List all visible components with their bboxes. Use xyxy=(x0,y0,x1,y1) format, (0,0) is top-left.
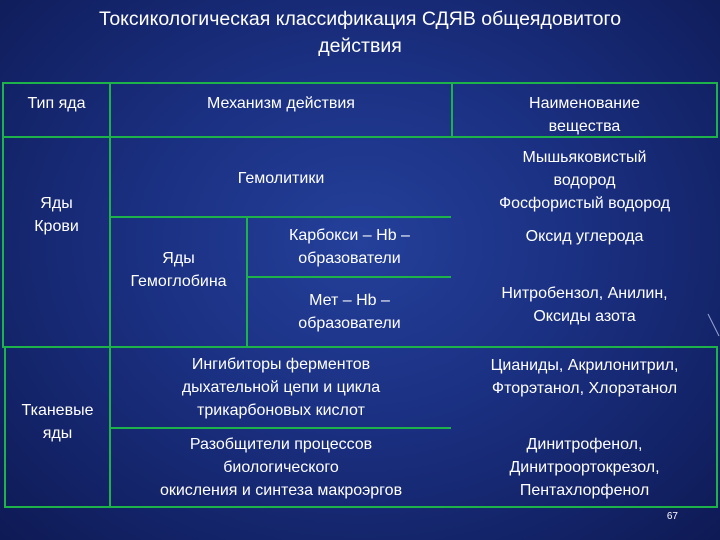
substance-cyanides: Цианиды, Акрилонитрил, Фторэтанол, Хлорэтанол xyxy=(490,357,679,397)
page-number: 67 xyxy=(666,511,678,522)
title-line-1: Токсикологическая классификация СДЯВ общеядовитого xyxy=(98,8,622,30)
page-title xyxy=(0,6,720,60)
substance-dinitrophenol: Динитрофенол, Динитроортокрезол, Пентахлорфенол xyxy=(509,436,660,499)
type-blood-poisons: Яды Крови xyxy=(34,195,79,235)
substance-hemolytics: Мышьяковистый водород Фосфористый водород xyxy=(498,148,671,212)
grid-line xyxy=(716,346,718,508)
substance-nitrobenzene: Нитробензол, Анилин, Оксиды азота xyxy=(501,285,668,325)
mechanism-carboxy-hb: Карбокси – Hb – образователи xyxy=(289,227,410,267)
grid-line xyxy=(4,506,718,508)
mechanism-hemolytics: Гемолитики xyxy=(237,169,325,187)
decorative-stroke-icon xyxy=(706,312,720,342)
substance-carbon-monoxide: Оксид углерода xyxy=(525,227,644,245)
header-substance: Наименование вещества xyxy=(529,95,640,135)
header-mechanism: Механизм действия xyxy=(207,95,355,112)
mechanism-hemoglobin-poisons: Яды Гемоглобина xyxy=(130,250,227,290)
title-line-2: действия xyxy=(318,35,402,57)
header-type: Тип яда xyxy=(27,95,86,112)
mechanism-met-hb: Мет – Hb – образователи xyxy=(298,292,401,332)
grid-line xyxy=(716,82,718,138)
mechanism-uncouplers: Разобщители процессов биологического окисления и синтеза макроэргов xyxy=(159,436,403,499)
type-tissue-poisons: Тканевые яды xyxy=(21,402,94,442)
mechanism-enzyme-inhibitors: Ингибиторы ферментов дыхательной цепи и цикла трикарбоновых кислот xyxy=(181,356,381,419)
